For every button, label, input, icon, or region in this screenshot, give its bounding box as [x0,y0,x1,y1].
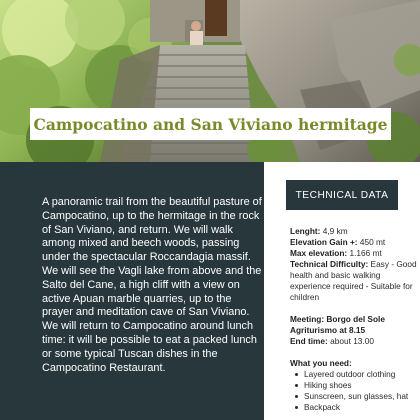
difficulty-value: Easy - Good health and basic walking experience required - Suitable for children [290,259,417,302]
end-time-label: End time: [290,336,328,346]
length-row [290,226,420,237]
description-paragraph-2: We will see the Vagli lake from above and the Salto del Cane, a high cliff with a view on active Apuan marble quarries, up to the prayer and meditation cave of San Viviano. [42,264,262,319]
difficulty-label: Technical Difficulty: [290,259,369,269]
what-you-need-row [290,358,420,369]
need-list [290,369,420,413]
meeting-label: Meeting: Borgo del Sole Agriturismo at 8.15 [290,314,385,335]
technical-data-body [290,226,420,413]
title-banner [30,108,391,140]
end-time-row [290,336,420,347]
list-item: Hiking shoes [290,380,420,391]
description-text [42,196,264,375]
end-time-value: about 13.00 [330,336,374,346]
elevation-value: 450 mt [359,237,386,247]
difficulty-row [290,259,420,303]
max-elevation-label: Max elevation: [290,248,348,258]
description-paragraph-1: A panoramic trail from the beautiful pasture of Campocatino, up to the hermitage in the rock of San Viviano, and return. We will walk among mixed and beech woods, passing under the spectacular Roccandagia massif. [42,196,262,264]
description-panel [0,162,264,420]
technical-data-header: TECHNICAL DATA [286,180,398,210]
length-label: Lenght: [290,226,321,236]
max-elevation-value: 1.166 mt [349,248,382,258]
list-item: Layered outdoor clothing [290,369,420,380]
technical-data-panel [264,162,420,420]
description-paragraph-3: We will return to Campocatino around lunch time: it will be possible to eat a packed lunch or some typical Tuscan dishes in the Campocatino Restaurant. [42,320,257,374]
elevation-row [290,237,420,248]
list-item: Backpack [290,402,420,413]
length-value: 4,9 km [322,226,348,236]
max-elevation-row [290,248,420,259]
list-item: Sunscreen, sun glasses, hat [290,391,420,402]
meeting-row [290,314,420,336]
elevation-label: Elevation Gain +: [290,237,358,247]
what-you-need-label: What you need: [290,358,352,368]
page-title: Campocatino and San Viviano hermitage [33,114,388,134]
